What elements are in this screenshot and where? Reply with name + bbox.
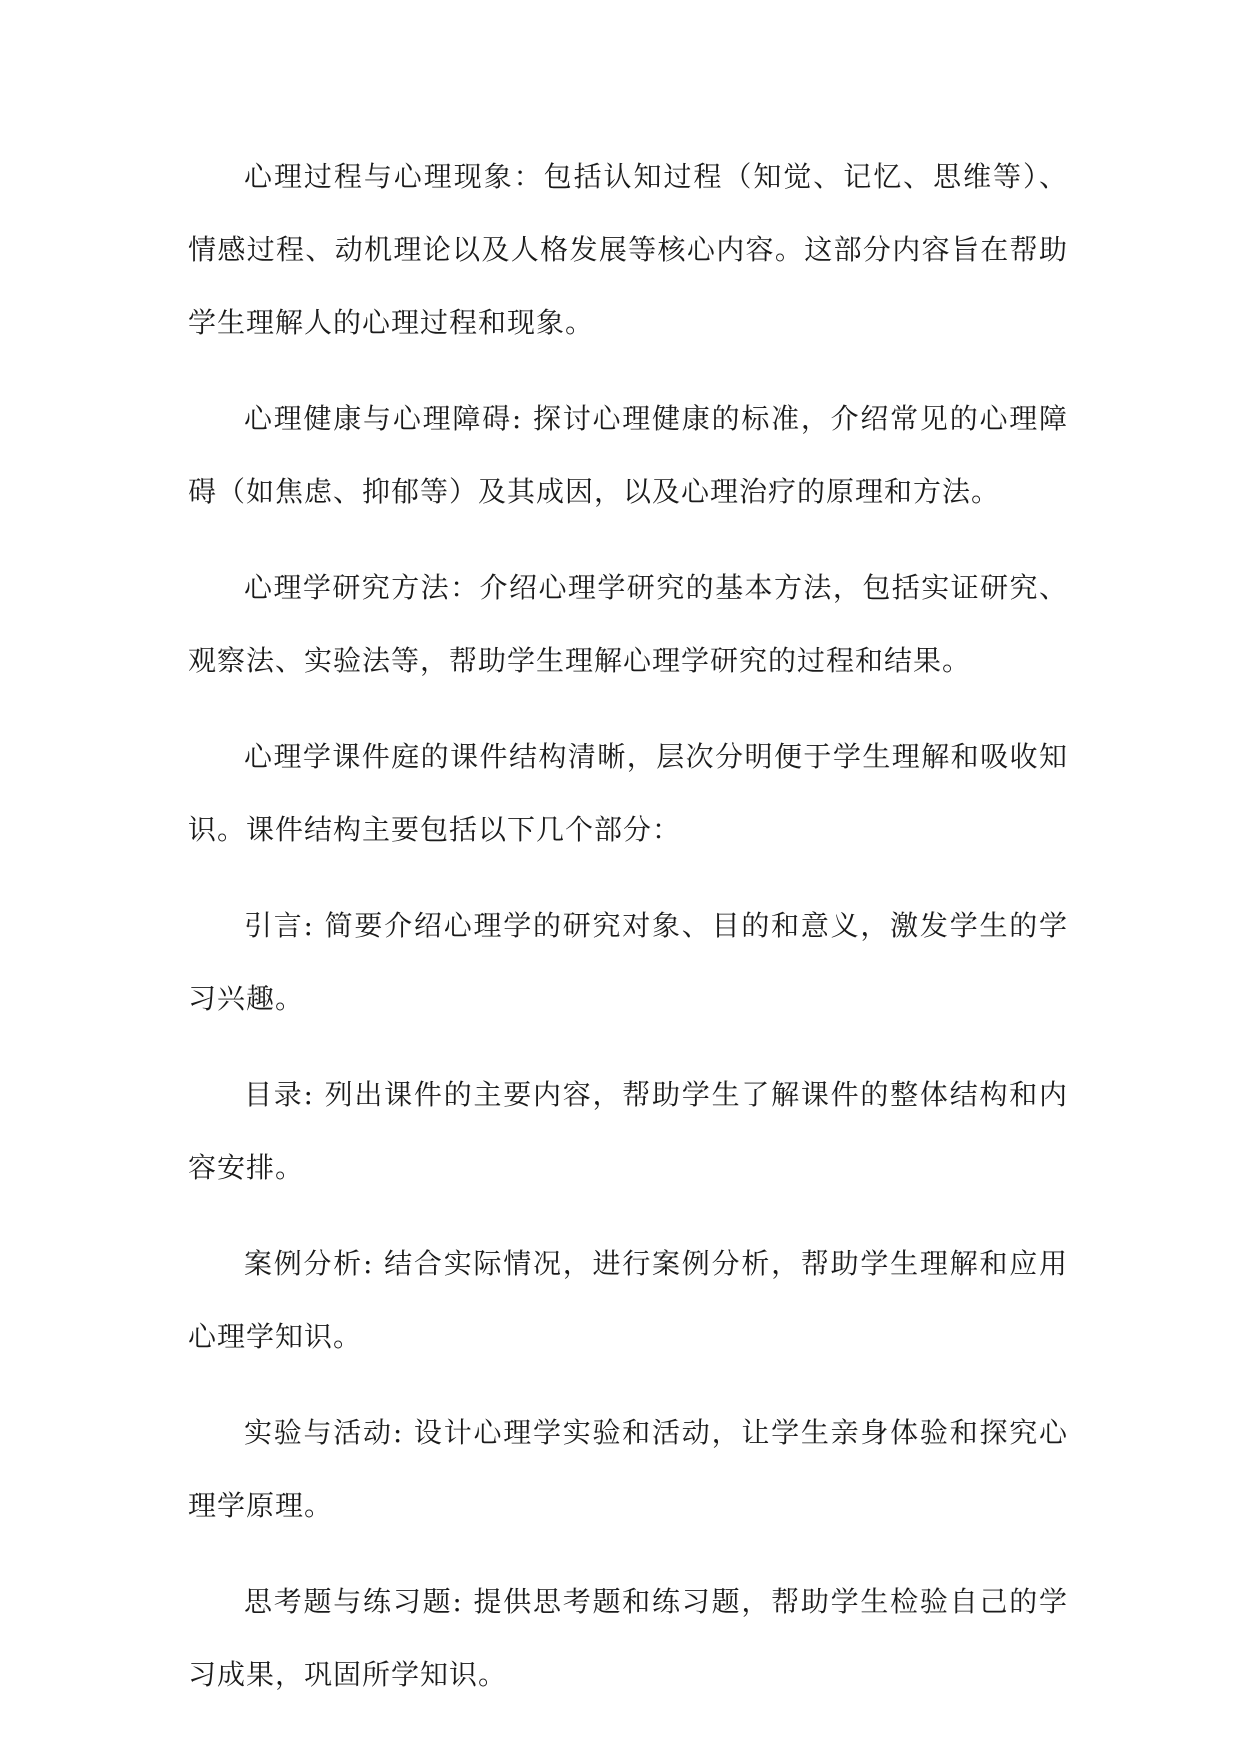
paragraph-research-methods: 心理学研究方法：介绍心理学研究的基本方法，包括实证研究、观察法、实验法等，帮助学生理解心理学研究的过程和结果。 bbox=[188, 571, 1068, 677]
paragraph-table-of-contents: 目录: 列出课件的主要内容，帮助学生了解课件的整体结构和内容安排。 bbox=[188, 1078, 1068, 1184]
paragraph-experiments-activities: 实验与活动: 设计心理学实验和活动，让学生亲身体验和探究心理学原理。 bbox=[188, 1416, 1068, 1522]
paragraph-courseware-structure: 心理学课件庭的课件结构清晰，层次分明便于学生理解和吸收知识。课件结构主要包括以下几个部分： bbox=[188, 740, 1068, 846]
document-body bbox=[188, 140, 1068, 1734]
paragraph-mental-health: 心理健康与心理障碍: 探讨心理健康的标准，介绍常见的心理障碍（如焦虑、抑郁等）及其成因，以及心理治疗的原理和方法。 bbox=[188, 402, 1068, 508]
paragraph-introduction: 引言: 简要介绍心理学的研究对象、目的和意义，激发学生的学习兴趣。 bbox=[188, 909, 1068, 1015]
paragraph-psychological-processes: 心理过程与心理现象：包括认知过程（知觉、记忆、思维等）、情感过程、动机理论以及人格发展等核心内容。这部分内容旨在帮助学生理解人的心理过程和现象。 bbox=[188, 160, 1068, 339]
paragraph-exercises: 思考题与练习题: 提供思考题和练习题，帮助学生检验自己的学习成果，巩固所学知识。 bbox=[188, 1585, 1068, 1691]
paragraph-case-analysis: 案例分析: 结合实际情况，进行案例分析，帮助学生理解和应用心理学知识。 bbox=[188, 1247, 1068, 1353]
